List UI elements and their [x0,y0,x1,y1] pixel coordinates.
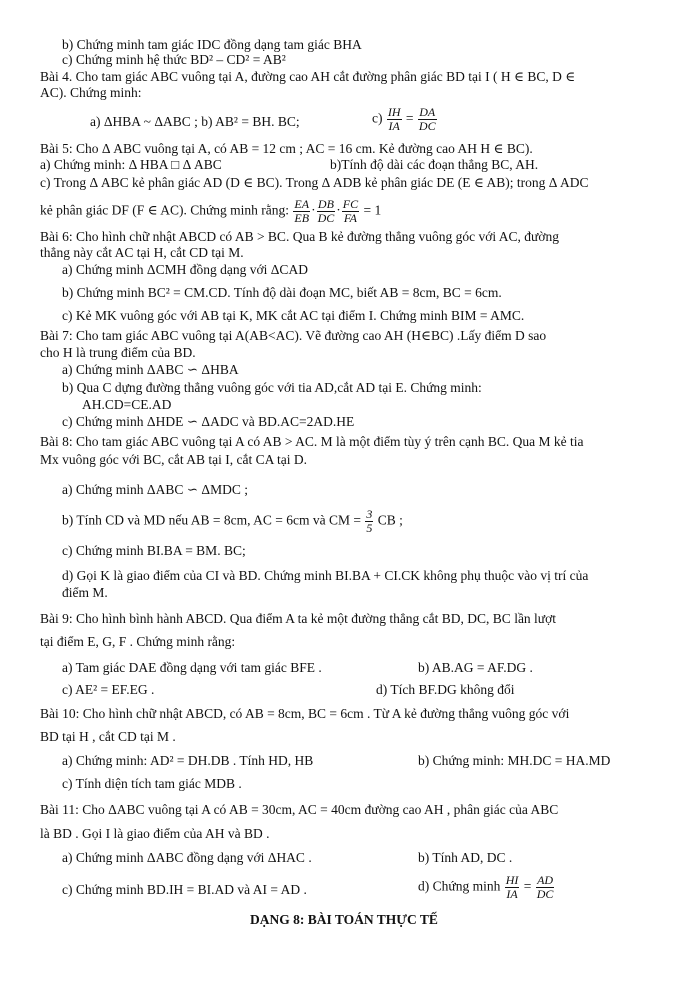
frac-den: IA [388,119,400,133]
bai6-c: c) Kẻ MK vuông góc với AB tại K, MK cắt AC tại điểm I. Chứng minh BIM = AMC. [62,308,525,323]
frac-den: IA [506,887,518,901]
section-heading: DẠNG 8: BÀI TOÁN THỰC TẾ [250,912,438,927]
bai4-line1: Bài 4. Cho tam giác ABC vuông tại A, đường cao AH cắt đường phân giác BD tại I ( H ∈ BC, D ∈ [40,69,576,84]
bai6-line1: Bài 6: Cho hình chữ nhật ABCD có AB > BC. Qua B kẻ đường thẳng vuông góc với AC, đường [40,229,559,244]
b3-b: b) Chứng minh tam giác IDC đồng dạng tam giác BHA [62,37,362,52]
bai5-a: a) Chứng minh: Δ HBA □ Δ ABC [40,157,222,172]
bai4-c-label: c) [372,110,383,126]
bai9-line1: Bài 9: Cho hình bình hành ABCD. Qua điểm A ta kẻ một đường thẳng cắt BD, DC, BC lần lượt [40,611,557,626]
bai5-c2: kẻ phân giác DF (F ∈ AC). Chứng minh rằng: $\frac{EA}{EB}$ · $\frac{DB}{DC}$ · $\frac{FC}{FA}$ = 1 [40,197,382,225]
bai7-b: b) Qua C dựng đường thẳng vuông góc với tia AD,cắt AD tại E. Chứng minh: [62,380,482,395]
fraction [418,106,437,133]
frac-num: DB [317,197,334,211]
fraction [536,874,555,901]
bai4-c [372,106,438,133]
equals-one: = 1 [363,202,382,218]
fraction [365,508,373,535]
bai10-line1: Bài 10: Cho hình chữ nhật ABCD, có AB = 8cm, BC = 6cm . Từ A kẻ đường thẳng vuông góc với [40,706,570,721]
bai11-a: a) Chứng minh ΔABC đồng dạng với ΔHAC . [62,850,312,865]
bai8-b-tail: CB ; [377,512,403,528]
bai11-b: b) Tính AD, DC . [418,850,513,865]
fraction [293,198,310,225]
frac-num: IH [387,105,401,119]
bai11-c: c) Chứng minh BD.IH = BI.AD và AI = AD . [62,882,307,897]
frac-den: DC [418,119,436,133]
bai8-b [62,508,403,535]
frac-den: EB [294,211,310,225]
frac-num: EA [294,197,310,211]
bai5-line1: Bài 5: Cho Δ ABC vuông tại A, có AB = 12 cm ; AC = 16 cm. Kẻ đường cao AH H ∈ BC). [40,141,533,156]
fraction [342,198,359,225]
bai9-b: b) AB.AG = AF.DG . [418,660,533,675]
frac-num: 3 [366,507,373,521]
bai4-line2: AC). Chứng minh: [40,85,142,100]
bai9-a: a) Tam giác DAE đồng dạng với tam giác BFE . [62,660,322,675]
bai11-d [418,874,555,901]
frac-num: DA [419,105,436,119]
fraction [387,106,402,133]
bai7-line1: Bài 7: Cho tam giác ABC vuông tại A(AB<AC). Vẽ đường cao AH (H∈BC) .Lấy điểm D sao [40,328,547,343]
bai9-line2: tại điểm E, G, F . Chứng minh rằng: [40,634,236,649]
bai6-line2: thẳng này cắt AC tại H, cắt CD tại M. [40,245,244,260]
frac-num: AD [537,873,554,887]
bai7-line2: cho H là trung điểm của BD. [40,345,196,360]
bai11-d-text: d) Chứng minh [418,878,501,894]
fraction [317,198,336,225]
frac-num: HI [505,873,519,887]
bai4-ab: a) ΔHBA ~ ΔABC ; b) AB² = BH. BC; [90,114,300,129]
bai9-c: c) AE² = EF.EG . [62,682,155,697]
bai5-c2-text: kẻ phân giác DF (F ∈ AC). Chứng minh rằng: [40,202,290,218]
frac-den: FA [343,211,357,225]
bai10-line2: BD tại H , cắt CD tại M . [40,729,176,744]
bai8-line2: Mx vuông góc với BC, cắt AB tại I, cắt CA tại D. [40,452,307,467]
frac-den: DC [536,887,554,901]
bai8-d2: điểm M. [62,585,108,600]
fraction [505,874,520,901]
bai5-b: b)Tính độ dài các đoạn thẳng BC, AH. [330,157,539,172]
equals: = [523,878,532,894]
bai7-b2: AH.CD=CE.AD [82,397,172,412]
bai11-line1: Bài 11: Cho ΔABC vuông tại A có AB = 30cm, AC = 40cm đường cao AH , phân giác của ABC [40,802,559,817]
bai10-c: c) Tính diện tích tam giác MDB . [62,776,242,791]
bai10-b: b) Chứng minh: MH.DC = HA.MD [418,753,611,768]
equals: = [405,110,414,126]
frac-den: DC [317,211,335,225]
bai7-c: c) Chứng minh ΔHDE ∽ ΔADC và BD.AC=2AD.HE [62,414,355,429]
bai8-a: a) Chứng minh ΔABC ∽ ΔMDC ; [62,482,249,497]
bai6-b: b) Chứng minh BC² = CM.CD. Tính độ dài đoạn MC, biết AB = 8cm, BC = 6cm. [62,285,502,300]
bai8-d: d) Gọi K là giao điểm của CI và BD. Chứng minh BI.BA + CI.CK không phụ thuộc vào vị trí của [62,568,589,583]
frac-num: FC [342,197,359,211]
bai6-a: a) Chứng minh ΔCMH đồng dạng với ΔCAD [62,262,308,277]
frac-den: 5 [366,521,373,535]
bai11-line2: là BD . Gọi I là giao điểm của AH và BD . [40,826,270,841]
bai10-a: a) Chứng minh: AD² = DH.DB . Tính HD, HB [62,753,314,768]
bai8-b-text: b) Tính CD và MD nếu AB = 8cm, AC = 6cm và CM = [62,512,361,528]
bai8-c: c) Chứng minh BI.BA = BM. BC; [62,543,246,558]
bai5-c1: c) Trong Δ ABC kẻ phân giác AD (D ∈ BC). Trong Δ ADB kẻ phân giác DE (E ∈ AB); trong Δ ADC [40,175,589,190]
bai8-line1: Bài 8: Cho tam giác ABC vuông tại A có AB > AC. M là một điểm tùy ý trên cạnh BC. Qua M kẻ tia [40,434,584,449]
bai9-d: d) Tích BF.DG không đổi [376,682,515,697]
bai7-a: a) Chứng minh ΔABC ∽ ΔHBA [62,362,239,377]
b3-c: c) Chứng minh hệ thức BD² – CD² = AB² [62,52,286,67]
